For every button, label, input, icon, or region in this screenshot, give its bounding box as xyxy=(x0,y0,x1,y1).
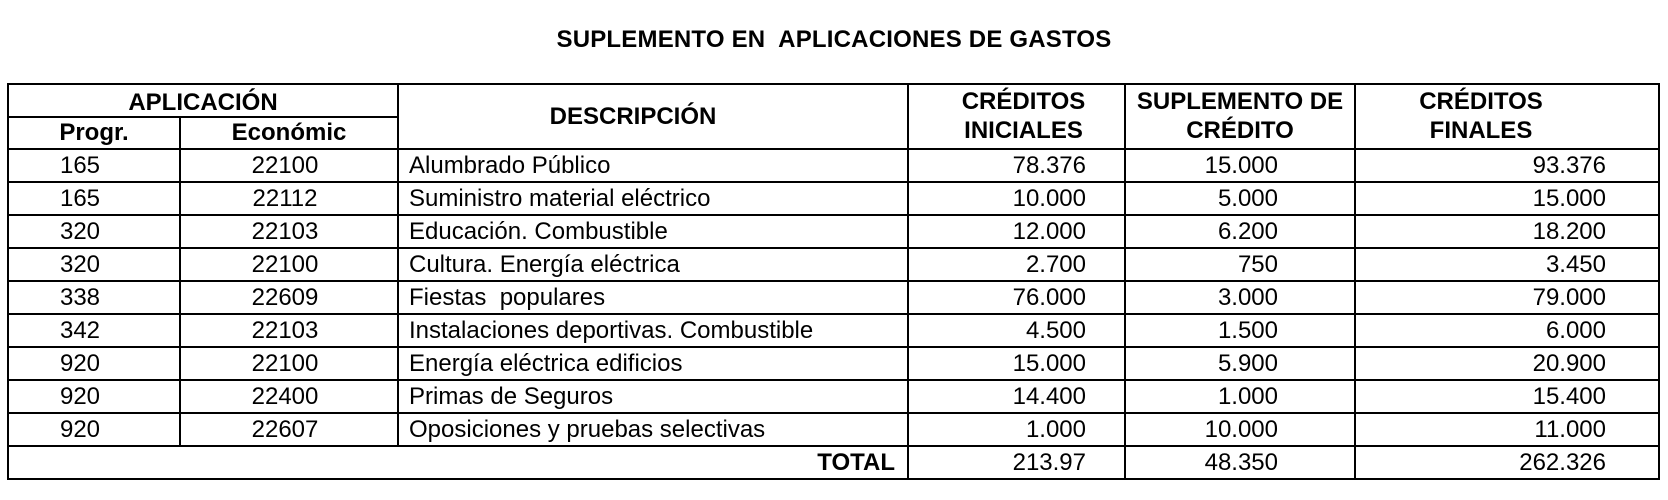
header-progr: Progr. xyxy=(8,117,180,149)
table-row xyxy=(8,380,1659,413)
cell-descripcion: Suministro material eléctrico xyxy=(398,182,908,215)
cell-creditos-finales: 15.000 xyxy=(1355,182,1659,215)
table-row xyxy=(8,314,1659,347)
cell-creditos-finales: 15.400 xyxy=(1355,380,1659,413)
cell-economic: 22112 xyxy=(180,182,398,215)
cell-progr: 165 xyxy=(8,182,180,215)
cell-economic: 22607 xyxy=(180,413,398,446)
total-suplemento: 48.350 xyxy=(1125,446,1355,479)
total-creditos-iniciales: 213.97 xyxy=(908,446,1125,479)
cell-economic: 22400 xyxy=(180,380,398,413)
cell-suplemento: 5.900 xyxy=(1125,347,1355,380)
cell-creditos-iniciales: 76.000 xyxy=(908,281,1125,314)
cell-progr: 165 xyxy=(8,149,180,182)
cell-creditos-iniciales: 12.000 xyxy=(908,215,1125,248)
table-row xyxy=(8,182,1659,215)
table-row xyxy=(8,281,1659,314)
cell-descripcion: Oposiciones y pruebas selectivas xyxy=(398,413,908,446)
cell-descripcion: Energía eléctrica edificios xyxy=(398,347,908,380)
cell-creditos-iniciales: 10.000 xyxy=(908,182,1125,215)
cell-progr: 320 xyxy=(8,215,180,248)
cell-progr: 920 xyxy=(8,413,180,446)
table-row xyxy=(8,413,1659,446)
cell-creditos-finales: 20.900 xyxy=(1355,347,1659,380)
header-suplemento-credito-line1: SUPLEMENTO DE xyxy=(1136,87,1344,115)
total-creditos-finales: 262.326 xyxy=(1355,446,1659,479)
cell-economic: 22100 xyxy=(180,248,398,281)
cell-creditos-finales: 79.000 xyxy=(1355,281,1659,314)
cell-suplemento: 750 xyxy=(1125,248,1355,281)
cell-creditos-iniciales: 78.376 xyxy=(908,149,1125,182)
header-creditos-iniciales xyxy=(908,84,1125,149)
header-creditos-finales-line1: CRÉDITOS xyxy=(1419,87,1543,115)
table-header xyxy=(8,84,1659,149)
cell-creditos-iniciales: 4.500 xyxy=(908,314,1125,347)
cell-economic: 22100 xyxy=(180,149,398,182)
table-body xyxy=(8,149,1659,479)
cell-progr: 338 xyxy=(8,281,180,314)
cell-creditos-finales: 18.200 xyxy=(1355,215,1659,248)
cell-economic: 22103 xyxy=(180,314,398,347)
cell-descripcion: Cultura. Energía eléctrica xyxy=(398,248,908,281)
table-row xyxy=(8,215,1659,248)
table-row xyxy=(8,149,1659,182)
total-row xyxy=(8,446,1659,479)
cell-economic: 22609 xyxy=(180,281,398,314)
cell-creditos-finales: 3.450 xyxy=(1355,248,1659,281)
cell-progr: 920 xyxy=(8,380,180,413)
cell-descripcion: Instalaciones deportivas. Combustible xyxy=(398,314,908,347)
table-row xyxy=(8,347,1659,380)
cell-progr: 320 xyxy=(8,248,180,281)
header-descripcion: DESCRIPCIÓN xyxy=(398,84,908,149)
cell-creditos-finales: 11.000 xyxy=(1355,413,1659,446)
cell-suplemento: 15.000 xyxy=(1125,149,1355,182)
header-creditos-iniciales-line2: INICIALES xyxy=(964,116,1083,144)
cell-descripcion: Alumbrado Público xyxy=(398,149,908,182)
header-aplicacion: APLICACIÓN xyxy=(8,84,398,117)
document-title: SUPLEMENTO EN APLICACIONES DE GASTOS xyxy=(556,26,1112,53)
cell-creditos-finales: 6.000 xyxy=(1355,314,1659,347)
budget-table xyxy=(7,83,1660,480)
cell-creditos-iniciales: 2.700 xyxy=(908,248,1125,281)
cell-descripcion: Fiestas populares xyxy=(398,281,908,314)
cell-economic: 22103 xyxy=(180,215,398,248)
cell-suplemento: 1.000 xyxy=(1125,380,1355,413)
table-row xyxy=(8,248,1659,281)
header-creditos-iniciales-line1: CRÉDITOS xyxy=(961,87,1086,115)
cell-descripcion: Primas de Seguros xyxy=(398,380,908,413)
cell-economic: 22100 xyxy=(180,347,398,380)
header-creditos-finales xyxy=(1355,84,1659,149)
cell-suplemento: 1.500 xyxy=(1125,314,1355,347)
total-label: TOTAL xyxy=(8,446,908,479)
cell-progr: 920 xyxy=(8,347,180,380)
cell-creditos-finales: 93.376 xyxy=(1355,149,1659,182)
cell-creditos-iniciales: 15.000 xyxy=(908,347,1125,380)
cell-suplemento: 10.000 xyxy=(1125,413,1355,446)
header-economic: Económic xyxy=(180,117,398,149)
cell-suplemento: 6.200 xyxy=(1125,215,1355,248)
cell-suplemento: 3.000 xyxy=(1125,281,1355,314)
cell-suplemento: 5.000 xyxy=(1125,182,1355,215)
cell-descripcion: Educación. Combustible xyxy=(398,215,908,248)
cell-creditos-iniciales: 1.000 xyxy=(908,413,1125,446)
header-creditos-finales-line2: FINALES xyxy=(1429,116,1533,144)
cell-creditos-iniciales: 14.400 xyxy=(908,380,1125,413)
header-suplemento-credito xyxy=(1125,84,1355,149)
header-suplemento-credito-line2: CRÉDITO xyxy=(1186,116,1294,144)
cell-progr: 342 xyxy=(8,314,180,347)
